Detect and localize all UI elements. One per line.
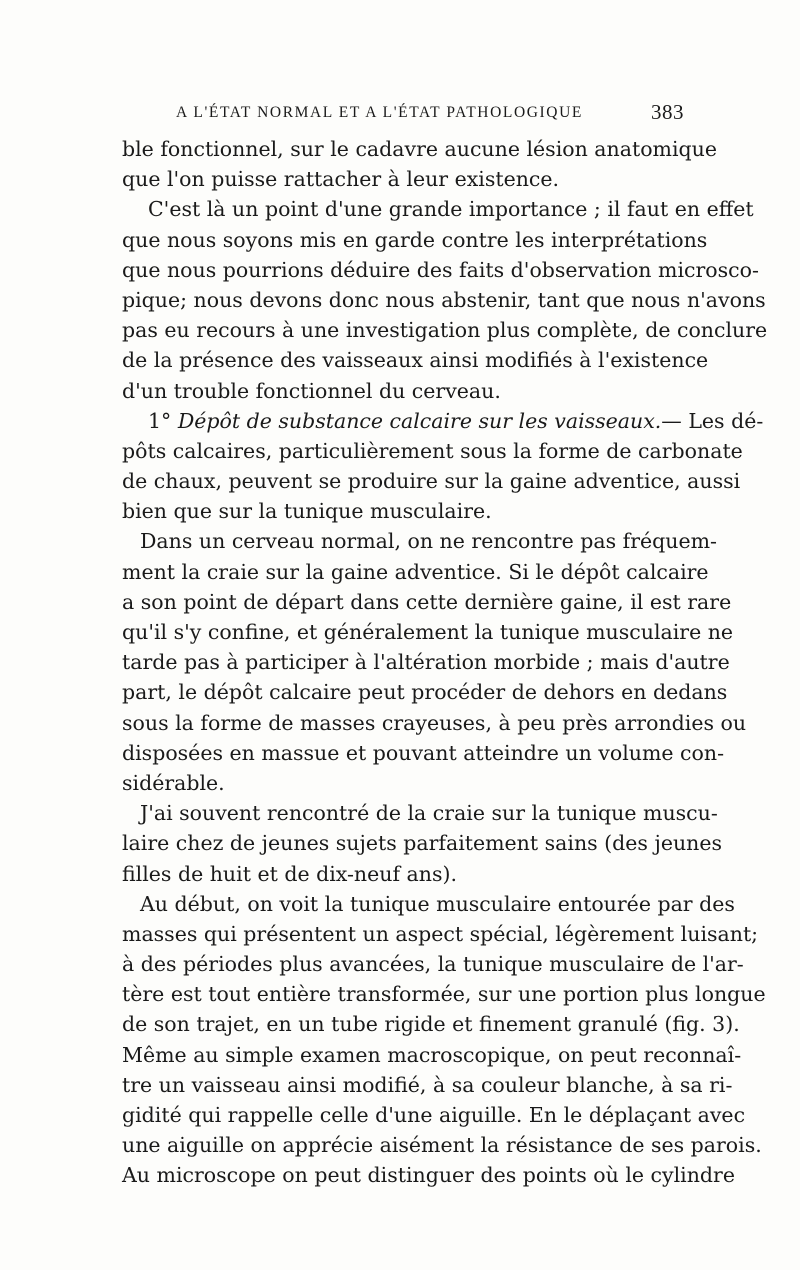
text-line: que nous soyons mis en garde contre les interprétations (122, 227, 708, 252)
text-line: ment la craie sur la gaine adventice. Si le dépôt calcaire (122, 559, 709, 584)
text-line: Au début, on voit la tunique musculaire entourée par des (140, 891, 735, 916)
text-line: pas eu recours à une investigation plus complète, de conclure (122, 318, 768, 343)
text-line: bien que sur la tunique musculaire. (122, 499, 492, 524)
page-header (176, 100, 684, 130)
heading-number: 1° (148, 408, 178, 433)
text-line: que l'on puisse rattacher à leur existence. (122, 167, 560, 192)
text-line: de la présence des vaisseaux ainsi modifiés à l'existence (122, 348, 709, 373)
text-line: qu'il s'y confine, et généralement la tunique musculaire ne (122, 620, 734, 644)
text-line: tre un vaisseau ainsi modifié, à sa couleur blanche, à sa ri- (122, 1072, 733, 1097)
text-line: masses qui présentent un aspect spécial, légèrement luisant; (122, 921, 759, 946)
text-line: J'ai souvent rencontré de la craie sur la tunique muscu- (140, 801, 718, 826)
text-line: Même au simple examen macroscopique, on peut reconnaî- (122, 1042, 742, 1067)
running-head: A L'ÉTAT NORMAL ET A L'ÉTAT PATHOLOGIQUE (176, 104, 583, 121)
text-line: sous la forme de masses crayeuses, à peu près arrondies ou (122, 710, 747, 735)
text-line: laire chez de jeunes sujets parfaitement sains (des jeunes (122, 831, 723, 856)
text-line: tère est tout entière transformée, sur une portion plus longue (122, 982, 766, 1007)
text-line: pôts calcaires, particulièrement sous la forme de carbonate (122, 438, 743, 463)
text-line: pique; nous devons donc nous abstenir, tant que nous n'avons (122, 287, 766, 312)
body-text (122, 134, 768, 1191)
heading-continuation: — Les dé- (661, 408, 764, 433)
text-line: tarde pas à participer à l'altération morbide ; mais d'autre (122, 650, 730, 675)
section-heading: Dépôt de substance calcaire sur les vaisseaux. (177, 408, 662, 433)
text-line: sidérable. (122, 770, 225, 795)
text-line: d'un trouble fonctionnel du cerveau. (122, 378, 501, 403)
text-line: a son point de départ dans cette dernière gaine, il est rare (122, 589, 732, 614)
text-line: de chaux, peuvent se produire sur la gaine adventice, aussi (122, 469, 741, 494)
text-line: que nous pourrions déduire des faits d'observation microsco- (122, 257, 759, 282)
text-line: C'est là un point d'une grande importance ; il faut en effet (148, 197, 754, 222)
text-line: disposées en massue et pouvant atteindre un volume con- (122, 740, 725, 765)
text-line: de son trajet, en un tube rigide et finement granulé (fig. 3). (122, 1012, 740, 1037)
text-line: filles de huit et de dix-neuf ans). (122, 861, 458, 886)
section-heading-line (122, 406, 764, 436)
text-line: une aiguille on apprécie aisément la résistance de ses parois. (122, 1133, 762, 1158)
page-number: 383 (651, 100, 684, 124)
text-line: ble fonctionnel, sur le cadavre aucune lésion anatomique (122, 137, 717, 161)
text-line: gidité qui rappelle celle d'une aiguille. En le déplaçant avec (122, 1103, 746, 1127)
text-line: part, le dépôt calcaire peut procéder de dehors en dedans (122, 680, 728, 705)
text-line: à des périodes plus avancées, la tunique musculaire de l'ar- (122, 952, 744, 977)
text-line: Au microscope on peut distinguer des points où le cylindre (122, 1163, 735, 1188)
text-line: Dans un cerveau normal, on ne rencontre pas fréquem- (140, 529, 717, 554)
